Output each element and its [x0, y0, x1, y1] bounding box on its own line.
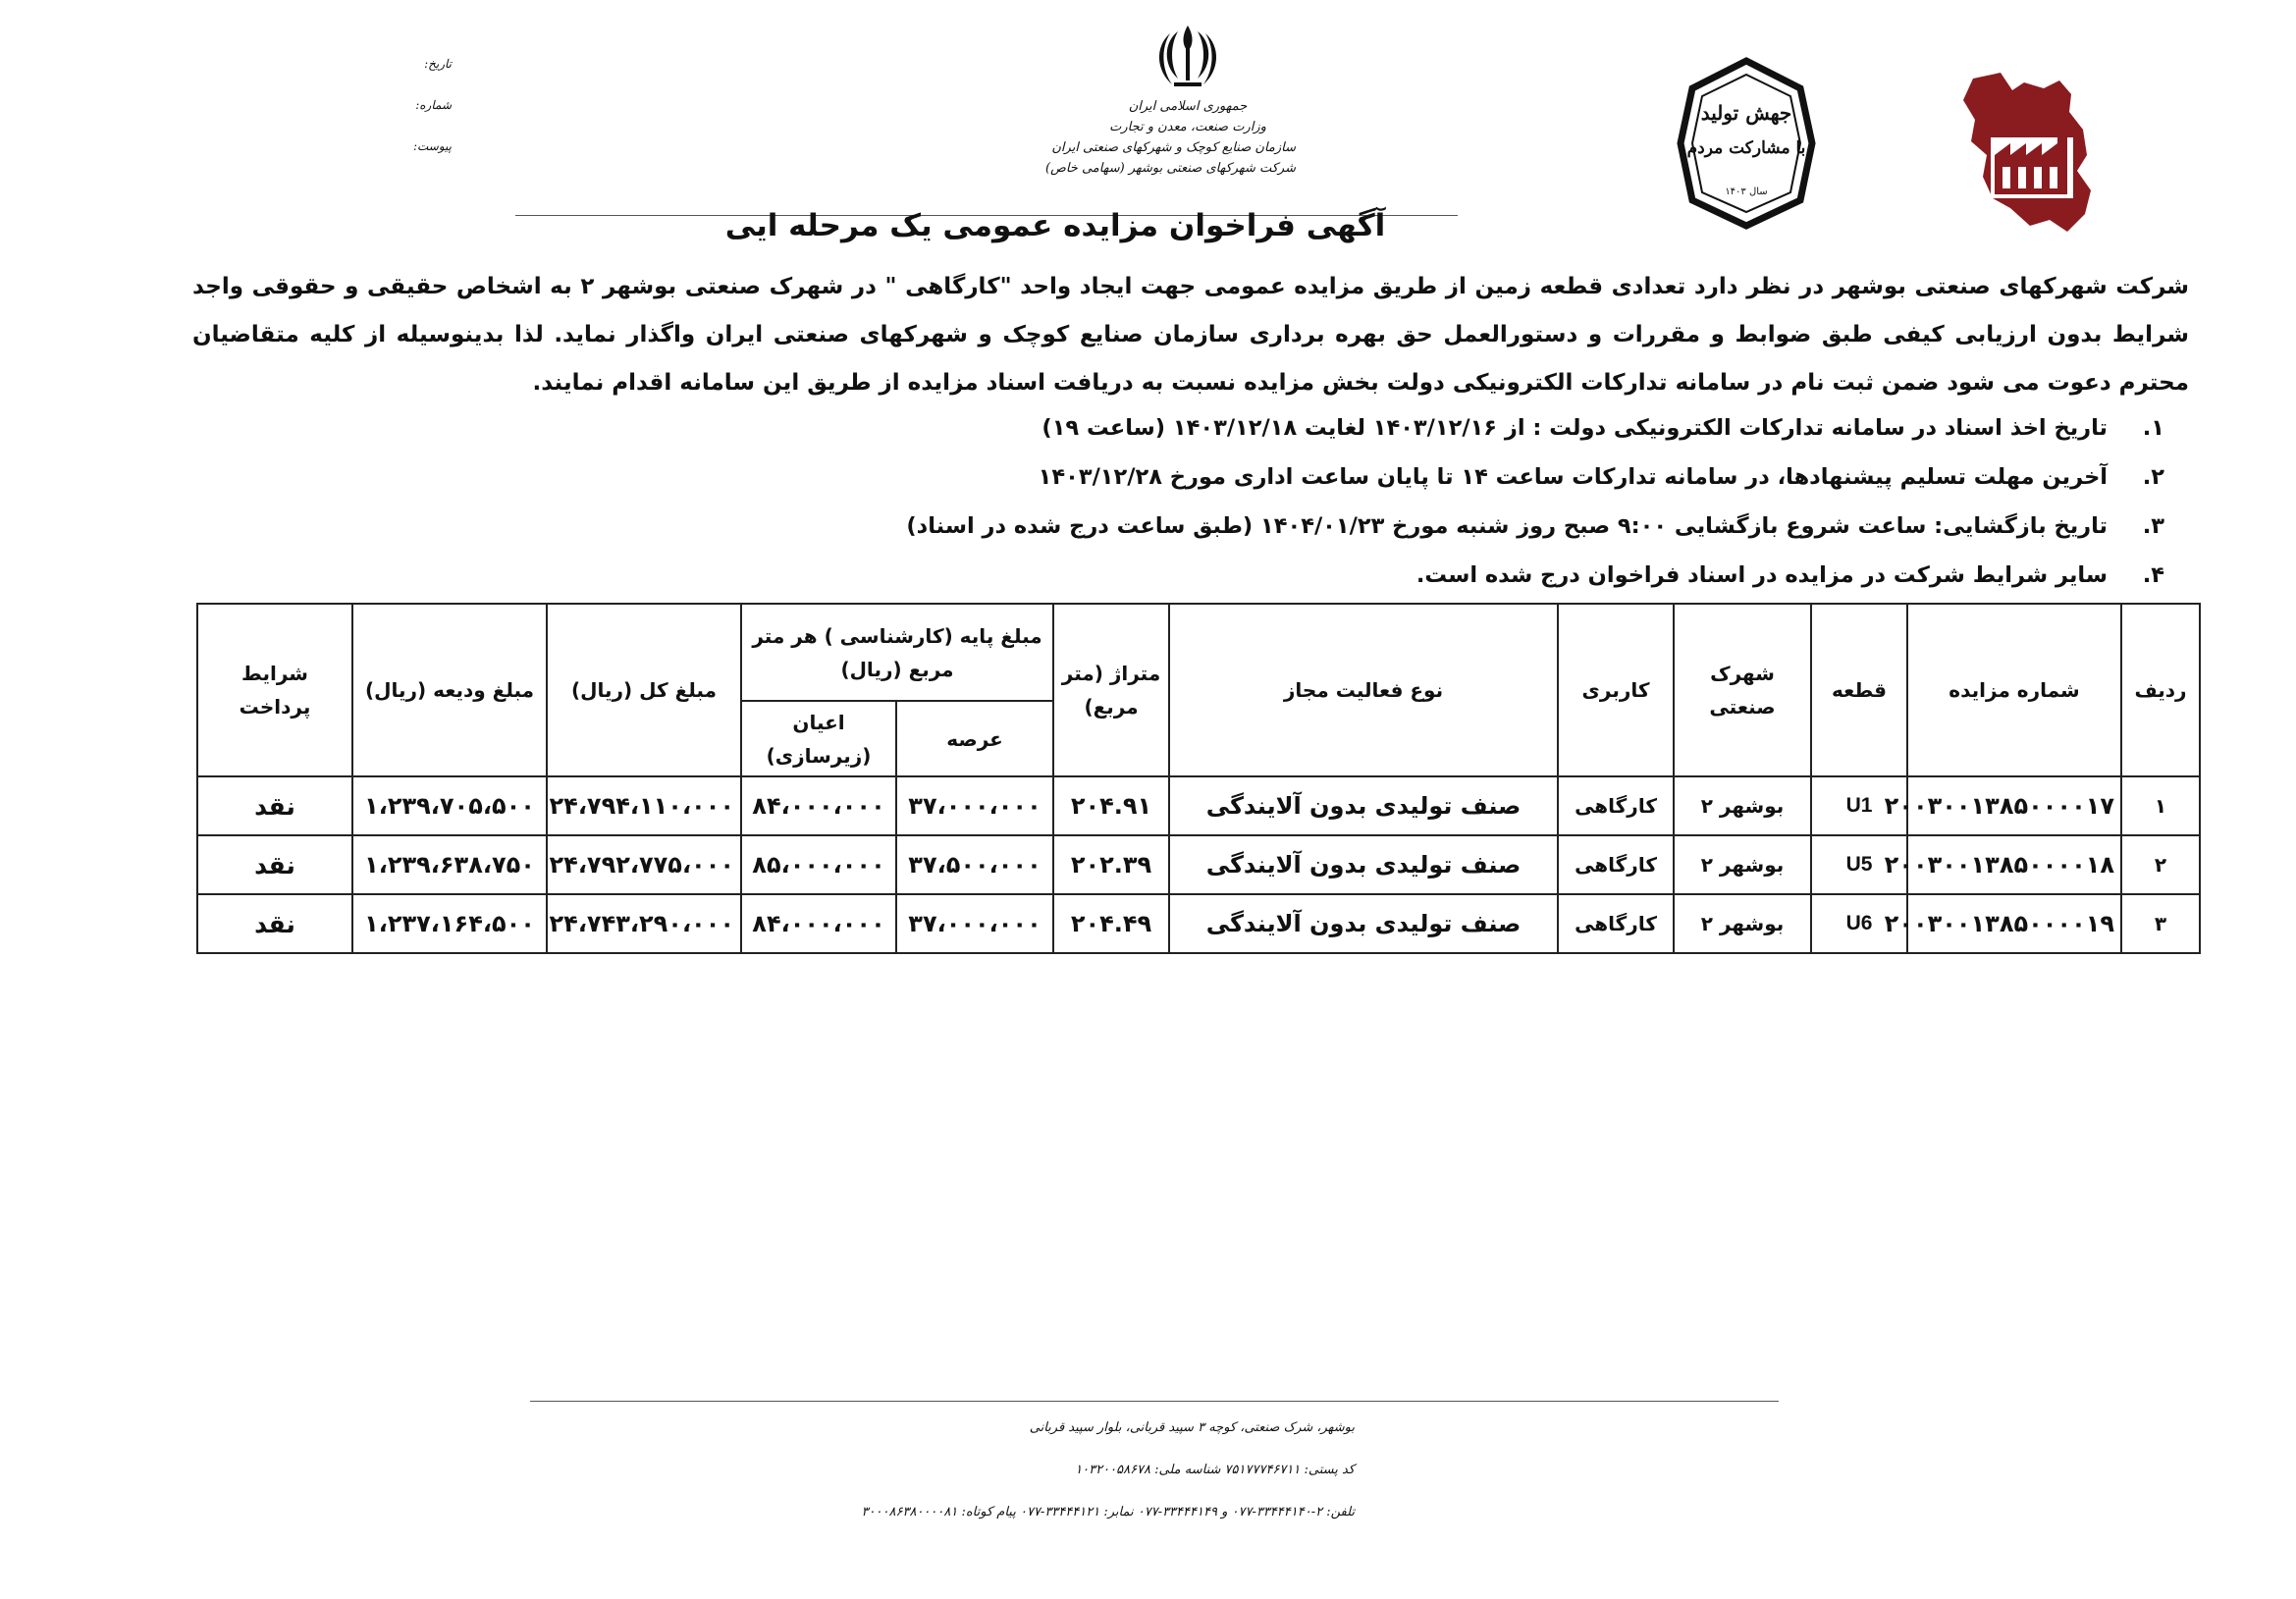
- letter-meta-labels: [393, 57, 452, 181]
- header-base-price: مبلغ پایه (کارشناسی ) هر متر مربع (ریال): [741, 604, 1053, 701]
- table-row: [197, 776, 2200, 835]
- auction-plots-table: [196, 603, 2201, 954]
- gov-line-ministry: وزارت صنعت، معدن و تجارت: [1109, 120, 1266, 134]
- header-area: متراژ (متر مربع): [1053, 604, 1169, 776]
- notice-item: [906, 506, 2164, 556]
- cell-building-price: ۸۴،۰۰۰،۰۰۰: [741, 776, 896, 835]
- cell-row-index: ۲: [2121, 835, 2200, 894]
- cell-area: ۲۰۲.۳۹: [1053, 835, 1169, 894]
- attachment-label: پیوست:: [412, 139, 452, 153]
- iran-emblem-icon: [1152, 22, 1223, 90]
- footer-address: بوشهر، شرک صنعتی، کوچه ۳ سپید قربانی، بلوار سپید قربانی: [1029, 1420, 1355, 1435]
- cell-activity: صنف تولیدی بدون آلایندگی: [1169, 776, 1558, 835]
- cell-area: ۲۰۴.۴۹: [1053, 894, 1169, 953]
- cell-building-price: ۸۵،۰۰۰،۰۰۰: [741, 835, 896, 894]
- gov-line-company: شرکت شهرکهای صنعتی بوشهر (سهامی خاص): [1045, 161, 1296, 176]
- notice-item: [1060, 556, 2164, 605]
- date-label: تاریخ:: [424, 57, 452, 71]
- cell-deposit: ۱،۲۳۹،۶۳۸،۷۵۰: [352, 835, 547, 894]
- footer-divider: [530, 1401, 1779, 1402]
- cell-usage: کارگاهی: [1558, 776, 1674, 835]
- footer-postal: کد پستی: ۷۵۱۷۷۷۴۶۷۱۱ شناسه ملی: ۱۰۳۲۰۰۵۸۶۷۸: [1075, 1463, 1355, 1477]
- header-row-index: ردیف: [2121, 604, 2200, 776]
- item-number: ۱.: [2142, 415, 2164, 441]
- notice-items-list: [906, 408, 2164, 605]
- cell-activity: صنف تولیدی بدون آلایندگی: [1169, 894, 1558, 953]
- notice-title: آگهی فراخوان مزایده عمومی یک مرحله ایی: [724, 208, 1386, 243]
- header-deposit: مبلغ ودیعه (ریال): [352, 604, 547, 776]
- industrial-towns-map-logo: [1953, 61, 2101, 238]
- cell-deposit: ۱،۲۳۷،۱۶۴،۵۰۰: [352, 894, 547, 953]
- cell-total-amount: ۲۴،۷۹۴،۱۱۰،۰۰۰: [547, 776, 741, 835]
- cell-area: ۲۰۴.۹۱: [1053, 776, 1169, 835]
- header-activity: نوع فعالیت مجاز: [1169, 604, 1558, 776]
- cell-plot: U5: [1811, 835, 1907, 894]
- cell-land-price: ۳۷،۵۰۰،۰۰۰: [896, 835, 1053, 894]
- item-text: سایر شرایط شرکت در مزایده در اسناد فراخوان درج شده است.: [1415, 562, 2108, 588]
- cell-plot: U6: [1811, 894, 1907, 953]
- cell-building-price: ۸۴،۰۰۰،۰۰۰: [741, 894, 896, 953]
- cell-usage: کارگاهی: [1558, 835, 1674, 894]
- item-number: ۳.: [2142, 513, 2164, 539]
- seal-line-2: با مشارکت مردم: [1686, 138, 1806, 158]
- item-text: تاریخ بازگشایی: ساعت شروع بازگشایی ۹:۰۰ صبح روز شنبه مورخ ۱۴۰۴/۰۱/۲۳ (طبق ساعت درج شده در اسناد): [906, 513, 2108, 539]
- cell-total-amount: ۲۴،۷۹۲،۷۷۵،۰۰۰: [547, 835, 741, 894]
- gov-line-organization: سازمان صنایع کوچک و شهرکهای صنعتی ایران: [1051, 140, 1296, 155]
- cell-payment-terms: نقد: [197, 894, 352, 953]
- header-total-amount: مبلغ کل (ریال): [547, 604, 741, 776]
- header-land-price: عرصه: [896, 701, 1053, 776]
- cell-payment-terms: نقد: [197, 776, 352, 835]
- header-payment-terms: شرایط پرداخت: [197, 604, 352, 776]
- cell-usage: کارگاهی: [1558, 894, 1674, 953]
- cell-town: بوشهر ۲: [1674, 776, 1811, 835]
- footer-contact: [861, 1413, 1355, 1540]
- header-usage: کاربری: [1558, 604, 1674, 776]
- notice-item: [1038, 457, 2164, 506]
- government-emblem-block: [1045, 22, 1296, 208]
- cell-row-index: ۱: [2121, 776, 2200, 835]
- gov-line-republic: جمهوری اسلامی ایران: [1128, 99, 1248, 114]
- footer-phones: تلفن: ۲-۳۳۴۴۴۱۴۰-۰۷۷ و ۳۳۴۴۴۱۴۹-۰۷۷ نمابر: ۳۳۴۴۴۱۲۱-۰۷۷ پیام کوتاه: ۳۰۰۰۸۶۳۸۰۰۰۰۸۱: [861, 1505, 1355, 1519]
- header-plot: قطعه: [1811, 604, 1907, 776]
- cell-auction-number: ۲۰۰۳۰۰۱۳۸۵۰۰۰۰۱۸: [1907, 835, 2121, 894]
- cell-total-amount: ۲۴،۷۴۳،۲۹۰،۰۰۰: [547, 894, 741, 953]
- cell-activity: صنف تولیدی بدون آلایندگی: [1169, 835, 1558, 894]
- cell-town: بوشهر ۲: [1674, 835, 1811, 894]
- table-row: [197, 835, 2200, 894]
- cell-land-price: ۳۷،۰۰۰،۰۰۰: [896, 894, 1053, 953]
- seal-line-1: جهش تولید: [1700, 101, 1792, 125]
- cell-auction-number: ۲۰۰۳۰۰۱۳۸۵۰۰۰۰۱۹: [1907, 894, 2121, 953]
- seal-year: سال ۱۴۰۳: [1725, 187, 1768, 197]
- cell-town: بوشهر ۲: [1674, 894, 1811, 953]
- production-leap-seal: [1675, 57, 1818, 230]
- notice-intro-paragraph: شرکت شهرکهای صنعتی بوشهر در نظر دارد تعدادی قطعه زمین از طریق مزایده عمومی جهت ایجاد واحد "کارگاهی " در شهرک صنعتی بوشهر ۲ به اشخاص حقیقی و حقوقی واجد شرایط بدون ارزیابی کیفی طبق ضوابط و مقررات و دستورالعمل حق بهره برداری سازمان صنایع کوچک و شهرکهای صنعتی ایران واگذار نماید. لذا بدینوسیله از کلیه متقاضیان محترم دعوت می شود ضمن ثبت نام در سامانه تدارکات الکترونیکی دولت بخش مزایده نسبت به دریافت اسناد مزایده از طریق این سامانه اقدام نمایند.: [192, 274, 2190, 396]
- item-text: تاریخ اخذ اسناد در سامانه تدارکات الکترونیکی دولت : از ۱۴۰۳/۱۲/۱۶ لغایت ۱۴۰۳/۱۲/۱۸ (ساعت ۱۹): [1041, 415, 2108, 441]
- cell-auction-number: ۲۰۰۳۰۰۱۳۸۵۰۰۰۰۱۷: [1907, 776, 2121, 835]
- header-auction-number: شماره مزایده: [1907, 604, 2121, 776]
- item-number: ۴.: [2142, 562, 2164, 588]
- cell-payment-terms: نقد: [197, 835, 352, 894]
- number-label: شماره:: [415, 98, 452, 112]
- cell-plot: U1: [1811, 776, 1907, 835]
- notice-item: [1041, 408, 2164, 457]
- header-building-price: اعیان (زیرسازی): [741, 701, 896, 776]
- item-text: آخرین مهلت تسلیم پیشنهادها، در سامانه تدارکات ساعت ۱۴ تا پایان ساعت اداری مورخ ۱۴۰۳/۱۲/۲۸: [1038, 464, 2108, 490]
- cell-land-price: ۳۷،۰۰۰،۰۰۰: [896, 776, 1053, 835]
- header-industrial-town: شهرک صنعتی: [1674, 604, 1811, 776]
- cell-deposit: ۱،۲۳۹،۷۰۵،۵۰۰: [352, 776, 547, 835]
- cell-row-index: ۳: [2121, 894, 2200, 953]
- item-number: ۲.: [2142, 464, 2164, 490]
- table-row: [197, 894, 2200, 953]
